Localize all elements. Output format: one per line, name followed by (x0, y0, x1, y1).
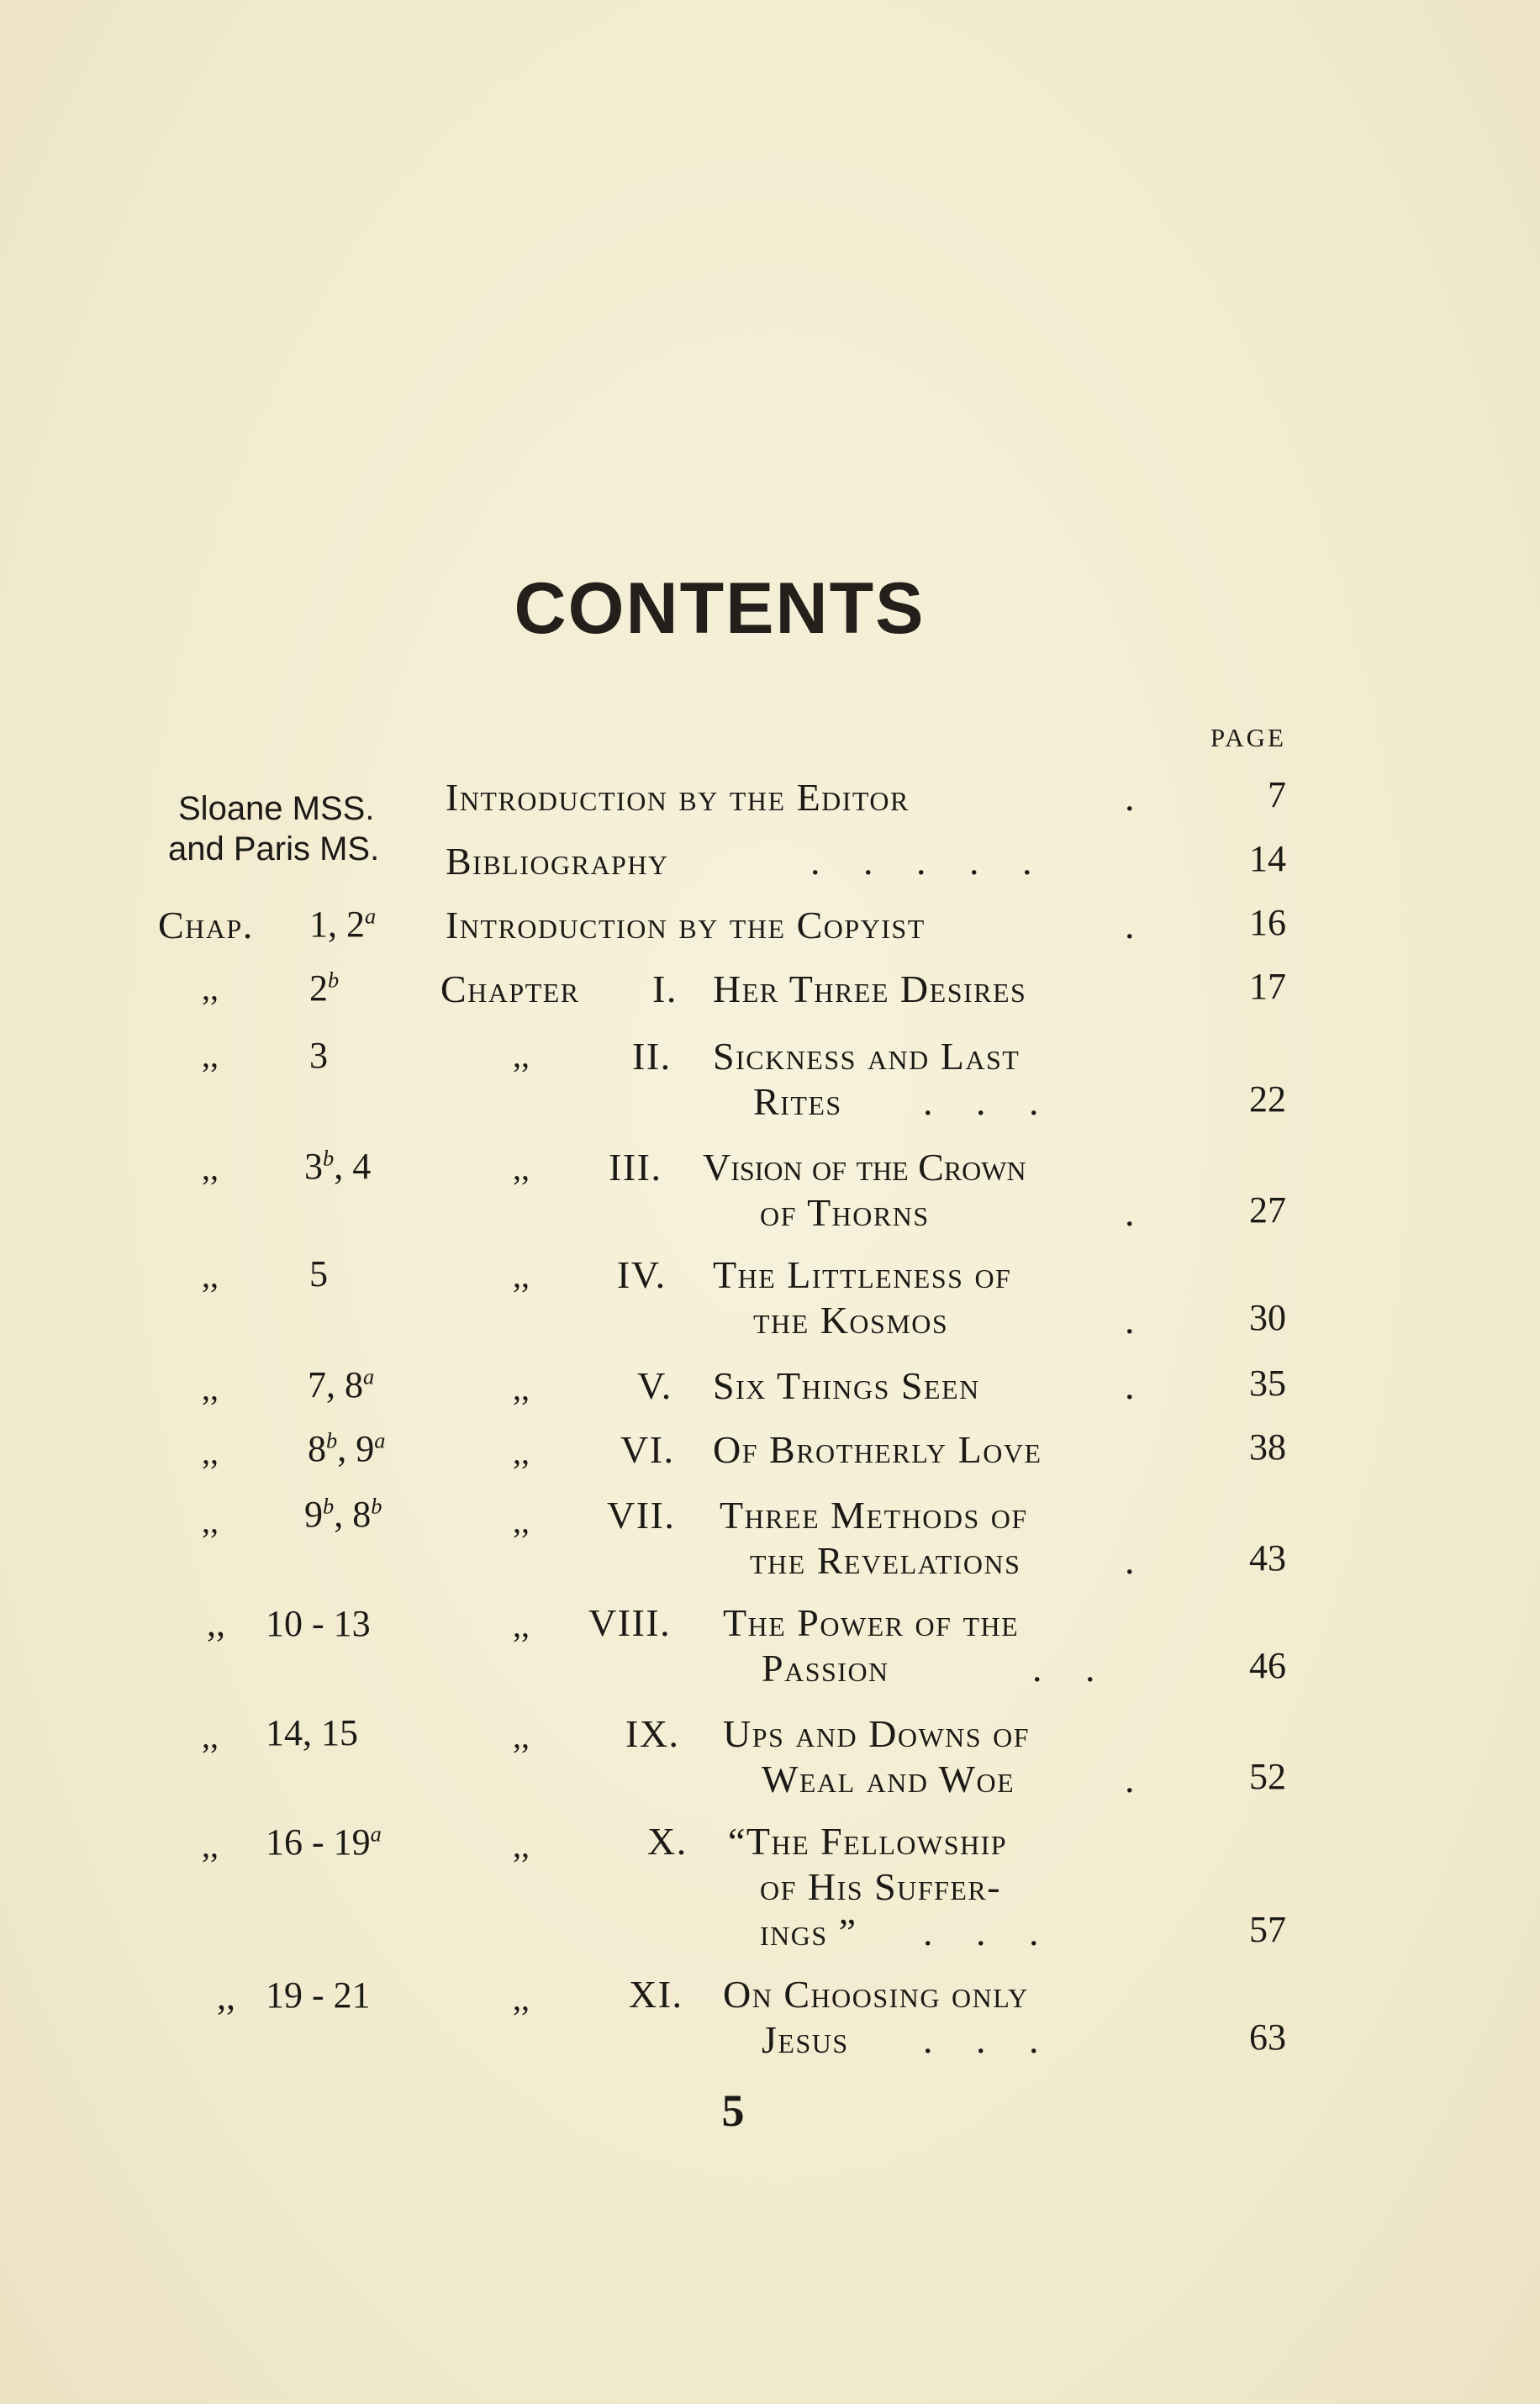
ditto-mark: ,, (513, 1717, 530, 1755)
toc-page-number: 63 (1249, 2017, 1286, 2058)
chapter-number: VIII. (588, 1601, 672, 1644)
toc-page-number: 38 (1249, 1426, 1286, 1468)
chapter-title: The Littleness of (713, 1253, 1012, 1296)
chapter-number: VI. (620, 1428, 675, 1471)
chapter-number: XI. (629, 1973, 683, 2016)
toc-leader: . . . . . (810, 840, 1049, 883)
ditto-mark: ,, (513, 1502, 530, 1540)
ditto-mark: ,, (202, 969, 219, 1007)
chapter-title: Passion (762, 1647, 889, 1690)
source-range: 5 (309, 1253, 328, 1294)
chapter-title: Vision of the Crown (703, 1146, 1026, 1189)
toc-entry-title: Introduction by the Copyist (446, 904, 926, 946)
chapter-number: VII. (607, 1494, 676, 1537)
chapter-title: Her Three Desires (713, 967, 1027, 1010)
ditto-mark: ,, (513, 1369, 530, 1407)
toc-page-number: 16 (1249, 902, 1286, 943)
chapter-title: of His Suffer- (760, 1865, 1002, 1908)
toc-leader: . (1125, 1191, 1136, 1234)
toc-page-number: 35 (1249, 1363, 1286, 1404)
toc-page-number: 27 (1249, 1189, 1286, 1231)
chapter-title: the Revelations (750, 1539, 1021, 1582)
source-range: 3 (309, 1035, 328, 1076)
page-column-header: PAGE (1210, 723, 1286, 752)
chapter-number: I. (652, 967, 678, 1010)
toc-entry-title: Introduction by the Editor (446, 776, 910, 819)
toc-leader: . (1125, 1539, 1136, 1582)
ditto-mark: ,, (513, 1036, 530, 1074)
chapter-title: Three Methods of (720, 1494, 1028, 1537)
toc-page-number: 17 (1249, 966, 1286, 1007)
toc-entry-title: Bibliography (446, 840, 669, 883)
ditto-mark: ,, (217, 1976, 235, 2017)
toc-page-number: 30 (1249, 1297, 1286, 1338)
toc-page-number: 46 (1249, 1645, 1286, 1686)
toc-page-number: 57 (1249, 1909, 1286, 1950)
source-range: 2$^b$ (309, 967, 340, 1009)
ditto-mark: ,, (202, 1502, 219, 1540)
chapter-number: X. (647, 1820, 688, 1863)
chapter-label: Chapter (440, 967, 580, 1010)
toc-page-number: 52 (1249, 1756, 1286, 1797)
chap-label: Chap. (158, 904, 254, 946)
source-range: 8$^b$, 9$^a$ (308, 1427, 386, 1469)
ditto-mark: ,, (202, 1369, 219, 1407)
chapter-number: IX. (625, 1712, 680, 1755)
toc-page-number: 43 (1249, 1537, 1286, 1579)
chapter-number: II. (632, 1035, 672, 1078)
chapter-title: Weal and Woe (762, 1758, 1015, 1800)
chapter-title: the Kosmos (753, 1299, 949, 1342)
ditto-mark: ,, (513, 1827, 530, 1864)
ditto-mark: ,, (202, 1827, 219, 1864)
toc-leader: . (1125, 776, 1136, 819)
chapter-title: The Power of the (723, 1601, 1020, 1644)
ditto-mark: ,, (513, 1980, 530, 2017)
chapter-title: of Thorns (760, 1191, 930, 1234)
source-range: 3$^b$, 4 (304, 1145, 372, 1187)
toc-leader: . . . (923, 1080, 1056, 1123)
chapter-number: V. (637, 1364, 672, 1407)
toc-leader: . . (1032, 1647, 1112, 1690)
source-label: Sloane MSS. (178, 790, 375, 827)
chapter-title: “The Fellowship (728, 1820, 1008, 1863)
chapter-title: Sickness and Last (713, 1035, 1021, 1078)
toc-page-number: 22 (1249, 1078, 1286, 1120)
ditto-mark: ,, (202, 1717, 219, 1755)
source-label (158, 903, 254, 947)
source-range: 19 - 21 (266, 1974, 371, 2016)
source-range: 14, 15 (266, 1712, 358, 1753)
toc-leader: . (1125, 1758, 1136, 1800)
ditto-mark: ,, (513, 1149, 530, 1187)
toc-leader: . (1125, 904, 1136, 946)
chapter-title: Ups and Downs of (723, 1712, 1030, 1755)
page-folio: 5 (721, 2085, 745, 2136)
ditto-mark: ,, (202, 1433, 219, 1471)
source-label: and Paris MS. (168, 830, 380, 867)
ditto-mark: ,, (513, 1257, 530, 1294)
toc-leader: . (1125, 1364, 1136, 1407)
source-range: 9$^b$, 8$^b$ (304, 1493, 382, 1535)
ditto-mark: ,, (202, 1036, 219, 1074)
source-range: 16 - 19$^a$ (266, 1821, 382, 1863)
ditto-mark: ,, (513, 1606, 530, 1644)
ditto-mark: ,, (513, 1433, 530, 1471)
chapter-title: ings ” (760, 1911, 857, 1953)
chapter-number: IV. (617, 1253, 667, 1296)
chapter-title: On Choosing only (723, 1973, 1029, 2016)
toc-page-number: 14 (1249, 838, 1286, 879)
source-range: 7, 8$^a$ (308, 1363, 375, 1405)
page-title: CONTENTS (514, 568, 926, 649)
chapter-title: Six Things Seen (713, 1364, 980, 1407)
toc-leader: . . . (923, 1911, 1056, 1953)
chapter-title: Rites (753, 1080, 842, 1123)
chapter-title: Of Brotherly Love (713, 1428, 1042, 1471)
source-range: 1, 2$^a$ (309, 903, 377, 945)
ditto-mark: ,, (202, 1149, 219, 1187)
chapter-title: Jesus (762, 2018, 849, 2061)
toc-leader: . (1125, 1299, 1136, 1342)
source-range: 10 - 13 (266, 1603, 371, 1644)
toc-leader: . . . (923, 2018, 1056, 2061)
ditto-mark: ,, (202, 1257, 219, 1294)
ditto-mark: ,, (207, 1603, 225, 1644)
chapter-number: III. (609, 1146, 662, 1189)
toc-page-number: 7 (1268, 774, 1286, 815)
